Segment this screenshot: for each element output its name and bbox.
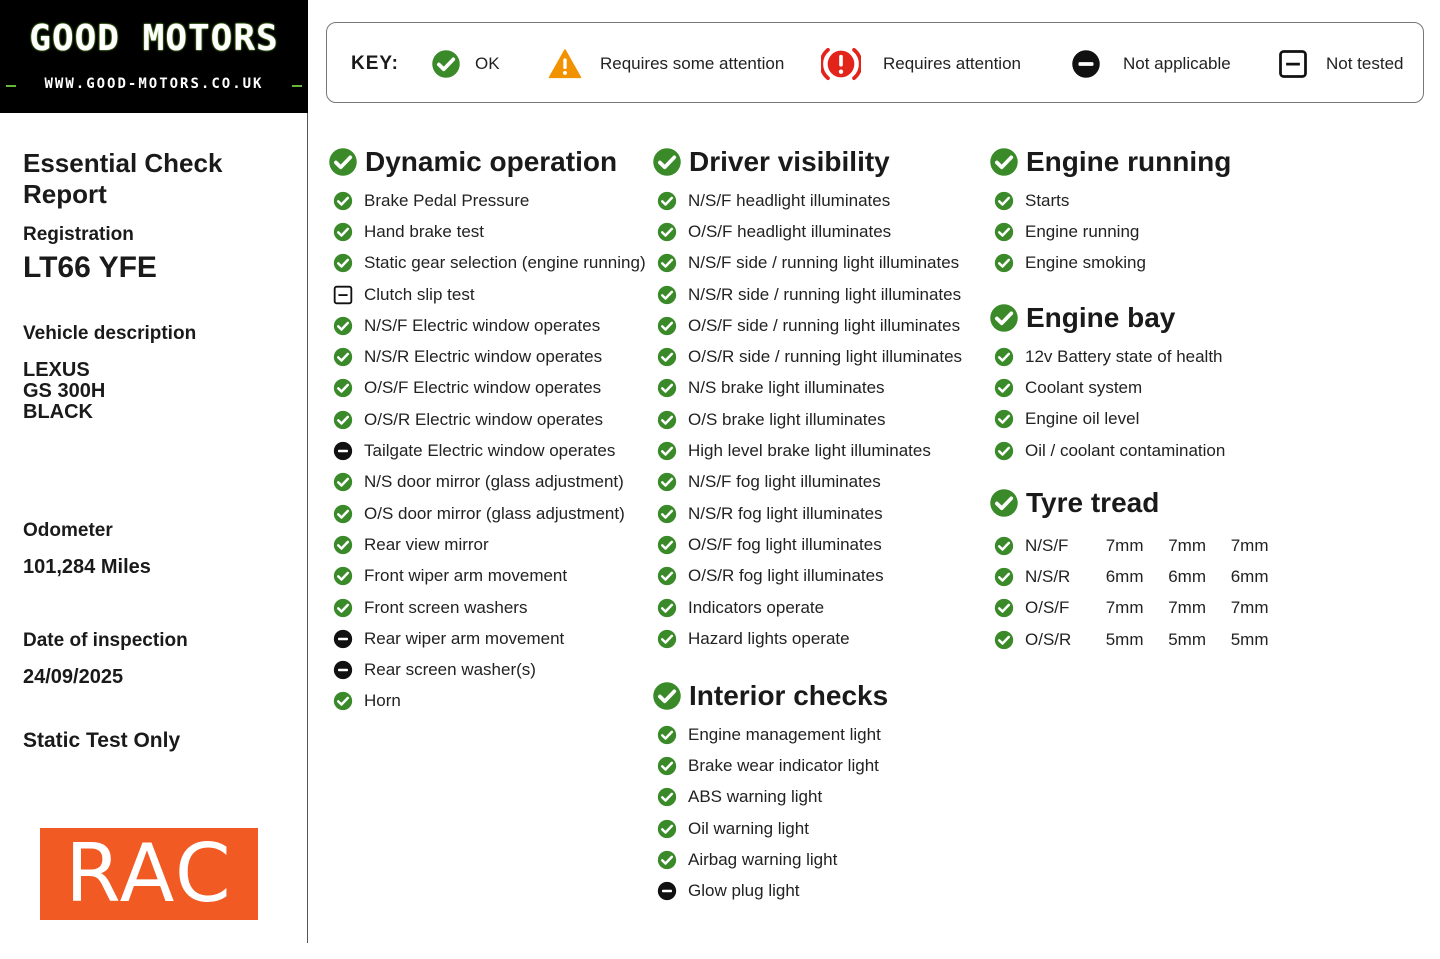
section-title: Engine bay — [1026, 302, 1176, 333]
tyre-position: N/S/R — [1025, 566, 1071, 586]
check-circle-icon — [994, 222, 1014, 242]
registration-value: LT66 YFE — [23, 251, 157, 284]
check-circle-icon — [333, 347, 353, 367]
check-item-label: N/S/R Electric window operates — [364, 347, 603, 367]
check-circle-icon — [328, 147, 358, 177]
check-item — [652, 248, 962, 279]
check-item — [652, 435, 962, 466]
check-item — [652, 623, 962, 654]
check-item — [652, 216, 962, 247]
check-item — [328, 561, 646, 592]
check-item-label: Airbag warning light — [688, 849, 838, 869]
check-item-label: N/S/R side / running light illuminates — [688, 284, 962, 304]
check-circle-icon — [652, 147, 682, 177]
check-item — [328, 216, 646, 247]
key-label-attention: Requires attention — [883, 53, 1021, 73]
tread-depth: 6mm — [1168, 566, 1206, 586]
check-item-label: N/S/F fog light illuminates — [688, 472, 881, 492]
check-item — [328, 185, 646, 216]
key-item-not-tested — [1278, 23, 1404, 104]
key-item-attention — [821, 23, 1021, 104]
tyre-row — [989, 624, 1269, 655]
check-item-label: N/S door mirror (glass adjustment) — [364, 472, 624, 492]
check-circle-icon — [994, 567, 1014, 587]
key-label: KEY: — [351, 53, 399, 74]
check-item — [989, 185, 1231, 216]
check-circle-icon — [994, 253, 1014, 273]
check-item-label: Engine management light — [688, 724, 881, 744]
section-title: Interior checks — [689, 680, 889, 711]
minus-circle-icon — [333, 441, 353, 461]
tread-depth: 7mm — [1230, 535, 1269, 555]
check-item-label: Indicators operate — [688, 597, 825, 617]
odometer-label: Odometer — [23, 520, 113, 541]
check-circle-icon — [657, 535, 677, 555]
section-title: Dynamic operation — [365, 146, 618, 177]
key-item-ok — [431, 23, 500, 104]
static-test-note: Static Test Only — [23, 729, 181, 752]
check-item-label: Oil warning light — [688, 818, 809, 838]
check-item — [328, 310, 646, 341]
check-item — [652, 185, 962, 216]
check-circle-icon — [994, 598, 1014, 618]
check-item-label: 12v Battery state of health — [1025, 346, 1223, 366]
tread-depth: 7mm — [1105, 598, 1144, 618]
check-item — [328, 404, 646, 435]
check-item — [652, 310, 962, 341]
check-item-label: Hand brake test — [364, 221, 485, 241]
check-circle-icon — [994, 409, 1014, 429]
inspection-date-label: Date of inspection — [23, 630, 188, 651]
check-item-label: Brake Pedal Pressure — [364, 190, 530, 210]
check-circle-icon — [994, 536, 1014, 556]
section-header — [328, 144, 646, 180]
check-list — [989, 185, 1231, 279]
check-item — [652, 341, 962, 372]
check-circle-icon — [994, 378, 1014, 398]
check-circle-icon — [333, 566, 353, 586]
section-title: Engine running — [1026, 146, 1232, 177]
check-item — [989, 435, 1225, 466]
check-item-label: O/S/F headlight illuminates — [688, 221, 892, 241]
check-circle-icon — [333, 691, 353, 711]
check-item — [652, 373, 962, 404]
check-circle-icon — [657, 756, 677, 776]
section-engine-running — [989, 144, 1231, 279]
logo-title: GOOD MOTORS — [29, 18, 279, 59]
check-circle-icon — [652, 681, 682, 711]
check-item-label: Glow plug light — [688, 881, 800, 901]
check-item-label: Starts — [1025, 190, 1070, 210]
vehicle-make: LEXUS — [23, 359, 90, 381]
check-item — [989, 216, 1231, 247]
check-item — [328, 592, 646, 623]
key-label-some-attention: Requires some attention — [600, 53, 785, 73]
check-item — [989, 404, 1225, 435]
section-driver-visibility — [652, 144, 962, 654]
check-circle-icon — [657, 410, 677, 430]
check-circle-icon — [657, 504, 677, 524]
check-circle-icon — [657, 850, 677, 870]
check-item-label: Rear view mirror — [364, 534, 489, 554]
minus-circle-icon — [333, 629, 353, 649]
tread-depth: 6mm — [1105, 566, 1144, 586]
section-header — [652, 678, 888, 714]
check-item — [328, 686, 646, 717]
check-item — [652, 404, 962, 435]
check-circle-icon — [994, 630, 1014, 650]
section-title: Driver visibility — [689, 146, 890, 177]
tread-depth: 7mm — [1168, 598, 1206, 618]
check-item-label: Tailgate Electric window operates — [364, 441, 616, 461]
key-label-ok: OK — [475, 53, 500, 73]
check-list — [328, 185, 646, 717]
check-circle-icon — [657, 191, 677, 211]
check-circle-icon — [657, 253, 677, 273]
minus-square-icon — [333, 285, 353, 305]
tread-depth: 7mm — [1105, 535, 1144, 555]
check-circle-icon — [994, 441, 1014, 461]
tyre-position: O/S/F — [1025, 598, 1070, 618]
check-item — [989, 341, 1225, 372]
section-engine-bay — [989, 300, 1225, 466]
check-list — [652, 185, 962, 654]
check-circle-icon — [657, 316, 677, 336]
check-item-label: Horn — [364, 691, 401, 711]
check-list — [652, 719, 888, 907]
check-item — [652, 813, 888, 844]
check-circle-icon — [431, 49, 461, 79]
rac-logo-text: RAC — [65, 827, 233, 920]
check-circle-icon — [989, 303, 1019, 333]
check-item-label: N/S/F Electric window operates — [364, 315, 601, 335]
tyre-position: O/S/R — [1025, 629, 1072, 649]
check-circle-icon — [333, 222, 353, 242]
check-item-label: O/S/R side / running light illuminates — [688, 347, 963, 367]
check-circle-icon — [994, 191, 1014, 211]
key-label-not-applicable: Not applicable — [1123, 53, 1231, 73]
check-item — [652, 592, 962, 623]
warning-triangle-icon — [548, 47, 582, 81]
tyre-row — [989, 561, 1269, 592]
tread-depth: 6mm — [1230, 566, 1269, 586]
check-item — [328, 279, 646, 310]
check-item-label: Oil / coolant contamination — [1025, 440, 1226, 460]
check-item-label: ABS warning light — [688, 787, 823, 807]
check-circle-icon — [989, 488, 1019, 518]
check-list — [989, 341, 1225, 466]
check-circle-icon — [994, 347, 1014, 367]
check-item-label: Engine smoking — [1025, 253, 1146, 273]
check-item — [328, 373, 646, 404]
check-item-label: O/S/F fog light illuminates — [688, 534, 882, 554]
check-item — [652, 719, 888, 750]
check-item-label: Brake wear indicator light — [688, 755, 879, 775]
tread-depth: 5mm — [1230, 629, 1269, 649]
tyre-tread-table — [989, 530, 1269, 655]
check-circle-icon — [657, 725, 677, 745]
check-circle-icon — [333, 472, 353, 492]
check-item-label: N/S brake light illuminates — [688, 378, 885, 398]
minus-circle-icon — [657, 881, 677, 901]
exclamation-circle-icon — [821, 44, 861, 84]
key-label-not-tested: Not tested — [1326, 53, 1404, 73]
check-item-label: N/S/R fog light illuminates — [688, 503, 883, 523]
check-item — [328, 498, 646, 529]
check-circle-icon — [333, 504, 353, 524]
check-item-label: Front screen washers — [364, 597, 528, 617]
check-item — [328, 435, 646, 466]
check-circle-icon — [657, 222, 677, 242]
check-circle-icon — [657, 629, 677, 649]
tread-depth: 7mm — [1168, 535, 1206, 555]
odometer-value: 101,284 Miles — [23, 556, 151, 578]
tread-depth: 5mm — [1168, 629, 1206, 649]
inspection-date-value: 24/09/2025 — [23, 666, 124, 688]
check-item-label: O/S/F side / running light illuminates — [688, 315, 961, 335]
section-header — [652, 144, 962, 180]
key-item-some-attention — [548, 23, 784, 104]
check-item — [328, 623, 646, 654]
key-item-not-applicable — [1071, 23, 1231, 104]
minus-circle-icon — [333, 660, 353, 680]
check-item — [652, 467, 962, 498]
check-circle-icon — [657, 819, 677, 839]
check-item — [328, 248, 646, 279]
check-item-label: Hazard lights operate — [688, 628, 850, 648]
check-item-label: Rear screen washer(s) — [364, 660, 536, 680]
check-item-label: O/S/R Electric window operates — [364, 409, 604, 429]
check-item — [989, 372, 1225, 403]
section-header — [989, 144, 1231, 180]
check-item-label: Engine oil level — [1025, 409, 1140, 429]
check-item-label: N/S/F headlight illuminates — [688, 190, 891, 210]
registration-label: Registration — [23, 224, 134, 245]
check-item — [652, 279, 962, 310]
check-circle-icon — [333, 410, 353, 430]
check-item — [328, 341, 646, 372]
good-motors-logo — [0, 0, 308, 113]
logo-url: WWW.GOOD-MOTORS.CO.UK — [44, 76, 264, 92]
vehicle-model: GS 300H — [23, 380, 106, 402]
check-circle-icon — [333, 253, 353, 273]
check-circle-icon — [657, 566, 677, 586]
check-item-label: Rear wiper arm movement — [364, 628, 565, 648]
status-key — [326, 22, 1424, 103]
vehicle-description — [23, 360, 105, 423]
section-interior-checks — [652, 678, 888, 907]
report-title: Essential Check Report — [23, 148, 223, 209]
check-circle-icon — [989, 147, 1019, 177]
check-circle-icon — [657, 378, 677, 398]
check-item — [652, 844, 888, 875]
section-header — [989, 300, 1225, 336]
check-circle-icon — [657, 441, 677, 461]
section-header — [989, 485, 1269, 521]
vehicle-colour: BLACK — [23, 401, 93, 423]
check-circle-icon — [657, 787, 677, 807]
check-item-label: Clutch slip test — [364, 284, 475, 304]
minus-circle-icon — [1071, 49, 1101, 79]
minus-square-icon — [1278, 49, 1308, 79]
check-item-label: High level brake light illuminates — [688, 441, 931, 461]
check-item — [328, 467, 646, 498]
check-circle-icon — [657, 472, 677, 492]
section-title: Tyre tread — [1026, 487, 1160, 518]
check-circle-icon — [333, 316, 353, 336]
check-item — [328, 529, 646, 560]
check-item-label: O/S/R fog light illuminates — [688, 566, 884, 586]
panel-divider — [307, 113, 308, 943]
check-item — [652, 750, 888, 781]
vehicle-description-label: Vehicle description — [23, 323, 197, 344]
check-item-label: O/S/F Electric window operates — [364, 378, 602, 398]
tyre-row — [989, 530, 1269, 561]
check-item — [328, 654, 646, 685]
section-dynamic-operation — [328, 144, 646, 717]
rac-logo — [40, 828, 258, 920]
check-circle-icon — [333, 598, 353, 618]
check-item — [652, 561, 962, 592]
check-circle-icon — [657, 285, 677, 305]
check-item-label: N/S/F side / running light illuminates — [688, 253, 960, 273]
check-circle-icon — [333, 378, 353, 398]
check-item-label: O/S brake light illuminates — [688, 409, 886, 429]
check-circle-icon — [657, 347, 677, 367]
check-item — [652, 529, 962, 560]
check-item-label: Static gear selection (engine running) — [364, 253, 646, 273]
check-item — [652, 875, 888, 906]
check-item — [652, 498, 962, 529]
check-item-label: Coolant system — [1025, 377, 1143, 397]
tyre-row — [989, 593, 1269, 624]
check-item-label: O/S door mirror (glass adjustment) — [364, 503, 625, 523]
tyre-position: N/S/F — [1025, 535, 1069, 555]
check-item — [989, 248, 1231, 279]
tread-depth: 5mm — [1105, 629, 1144, 649]
check-circle-icon — [333, 535, 353, 555]
check-item — [652, 782, 888, 813]
section-tyre-tread — [989, 485, 1269, 655]
check-item-label: Engine running — [1025, 221, 1140, 241]
check-circle-icon — [333, 191, 353, 211]
tread-depth: 7mm — [1230, 598, 1269, 618]
check-item-label: Front wiper arm movement — [364, 566, 568, 586]
check-circle-icon — [657, 598, 677, 618]
